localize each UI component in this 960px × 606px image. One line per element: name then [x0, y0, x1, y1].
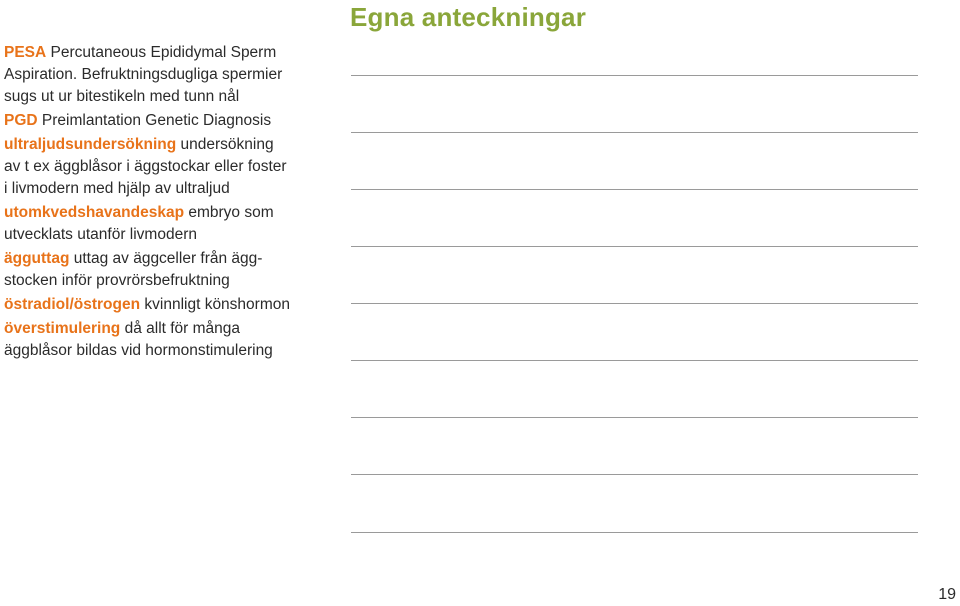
note-line: [351, 189, 918, 190]
glossary-entry: [4, 248, 294, 292]
glossary-term: utomkvedshavandeskap: [4, 204, 185, 221]
glossary-definition: Percutaneous Epididymal Sperm Aspiration. Befruktningsdugliga spermier sugs ut ur bitestikeln med tunn nål: [4, 44, 283, 105]
glossary-entry: [4, 134, 294, 200]
note-line: [351, 360, 918, 361]
note-line: [351, 532, 918, 533]
glossary-term: ägguttag: [4, 250, 70, 267]
glossary-definition: kvinnligt könshormon: [140, 296, 290, 313]
page-number: 19: [938, 586, 956, 603]
glossary-definition: uttag av äggceller från äggstocken inför provrörsbefruktning: [4, 250, 263, 289]
glossary-term: överstimulering: [4, 320, 121, 337]
glossary-entry: [4, 294, 294, 316]
glossary-entry: [4, 110, 294, 132]
note-line: [351, 246, 918, 247]
notes-title: Egna anteckningar: [350, 2, 587, 32]
glossary-entry: [4, 318, 294, 362]
note-line: [351, 303, 918, 304]
glossary-term: östradiol/östrogen: [4, 296, 141, 313]
note-line: [351, 132, 918, 133]
glossary-definition: då allt för många äggblåsor bildas vid hormonstimulering: [4, 320, 273, 359]
glossary-definition: embryo som utvecklats utanför livmodern: [4, 204, 274, 243]
glossary: [4, 42, 294, 364]
note-line: [351, 474, 918, 475]
glossary-entry: [4, 42, 294, 108]
note-line: [351, 75, 918, 76]
glossary-definition: Preimlantation Genetic Diagnosis: [37, 112, 272, 129]
glossary-term: PESA: [4, 44, 47, 61]
glossary-definition: undersökning av t ex äggblåsor i äggstockar eller foster i livmodern med hjälp av ultraljud: [4, 136, 287, 197]
glossary-term: PGD: [4, 112, 38, 129]
note-line: [351, 417, 918, 418]
glossary-entry: [4, 202, 294, 246]
glossary-term: ultraljudsundersökning: [4, 136, 177, 153]
